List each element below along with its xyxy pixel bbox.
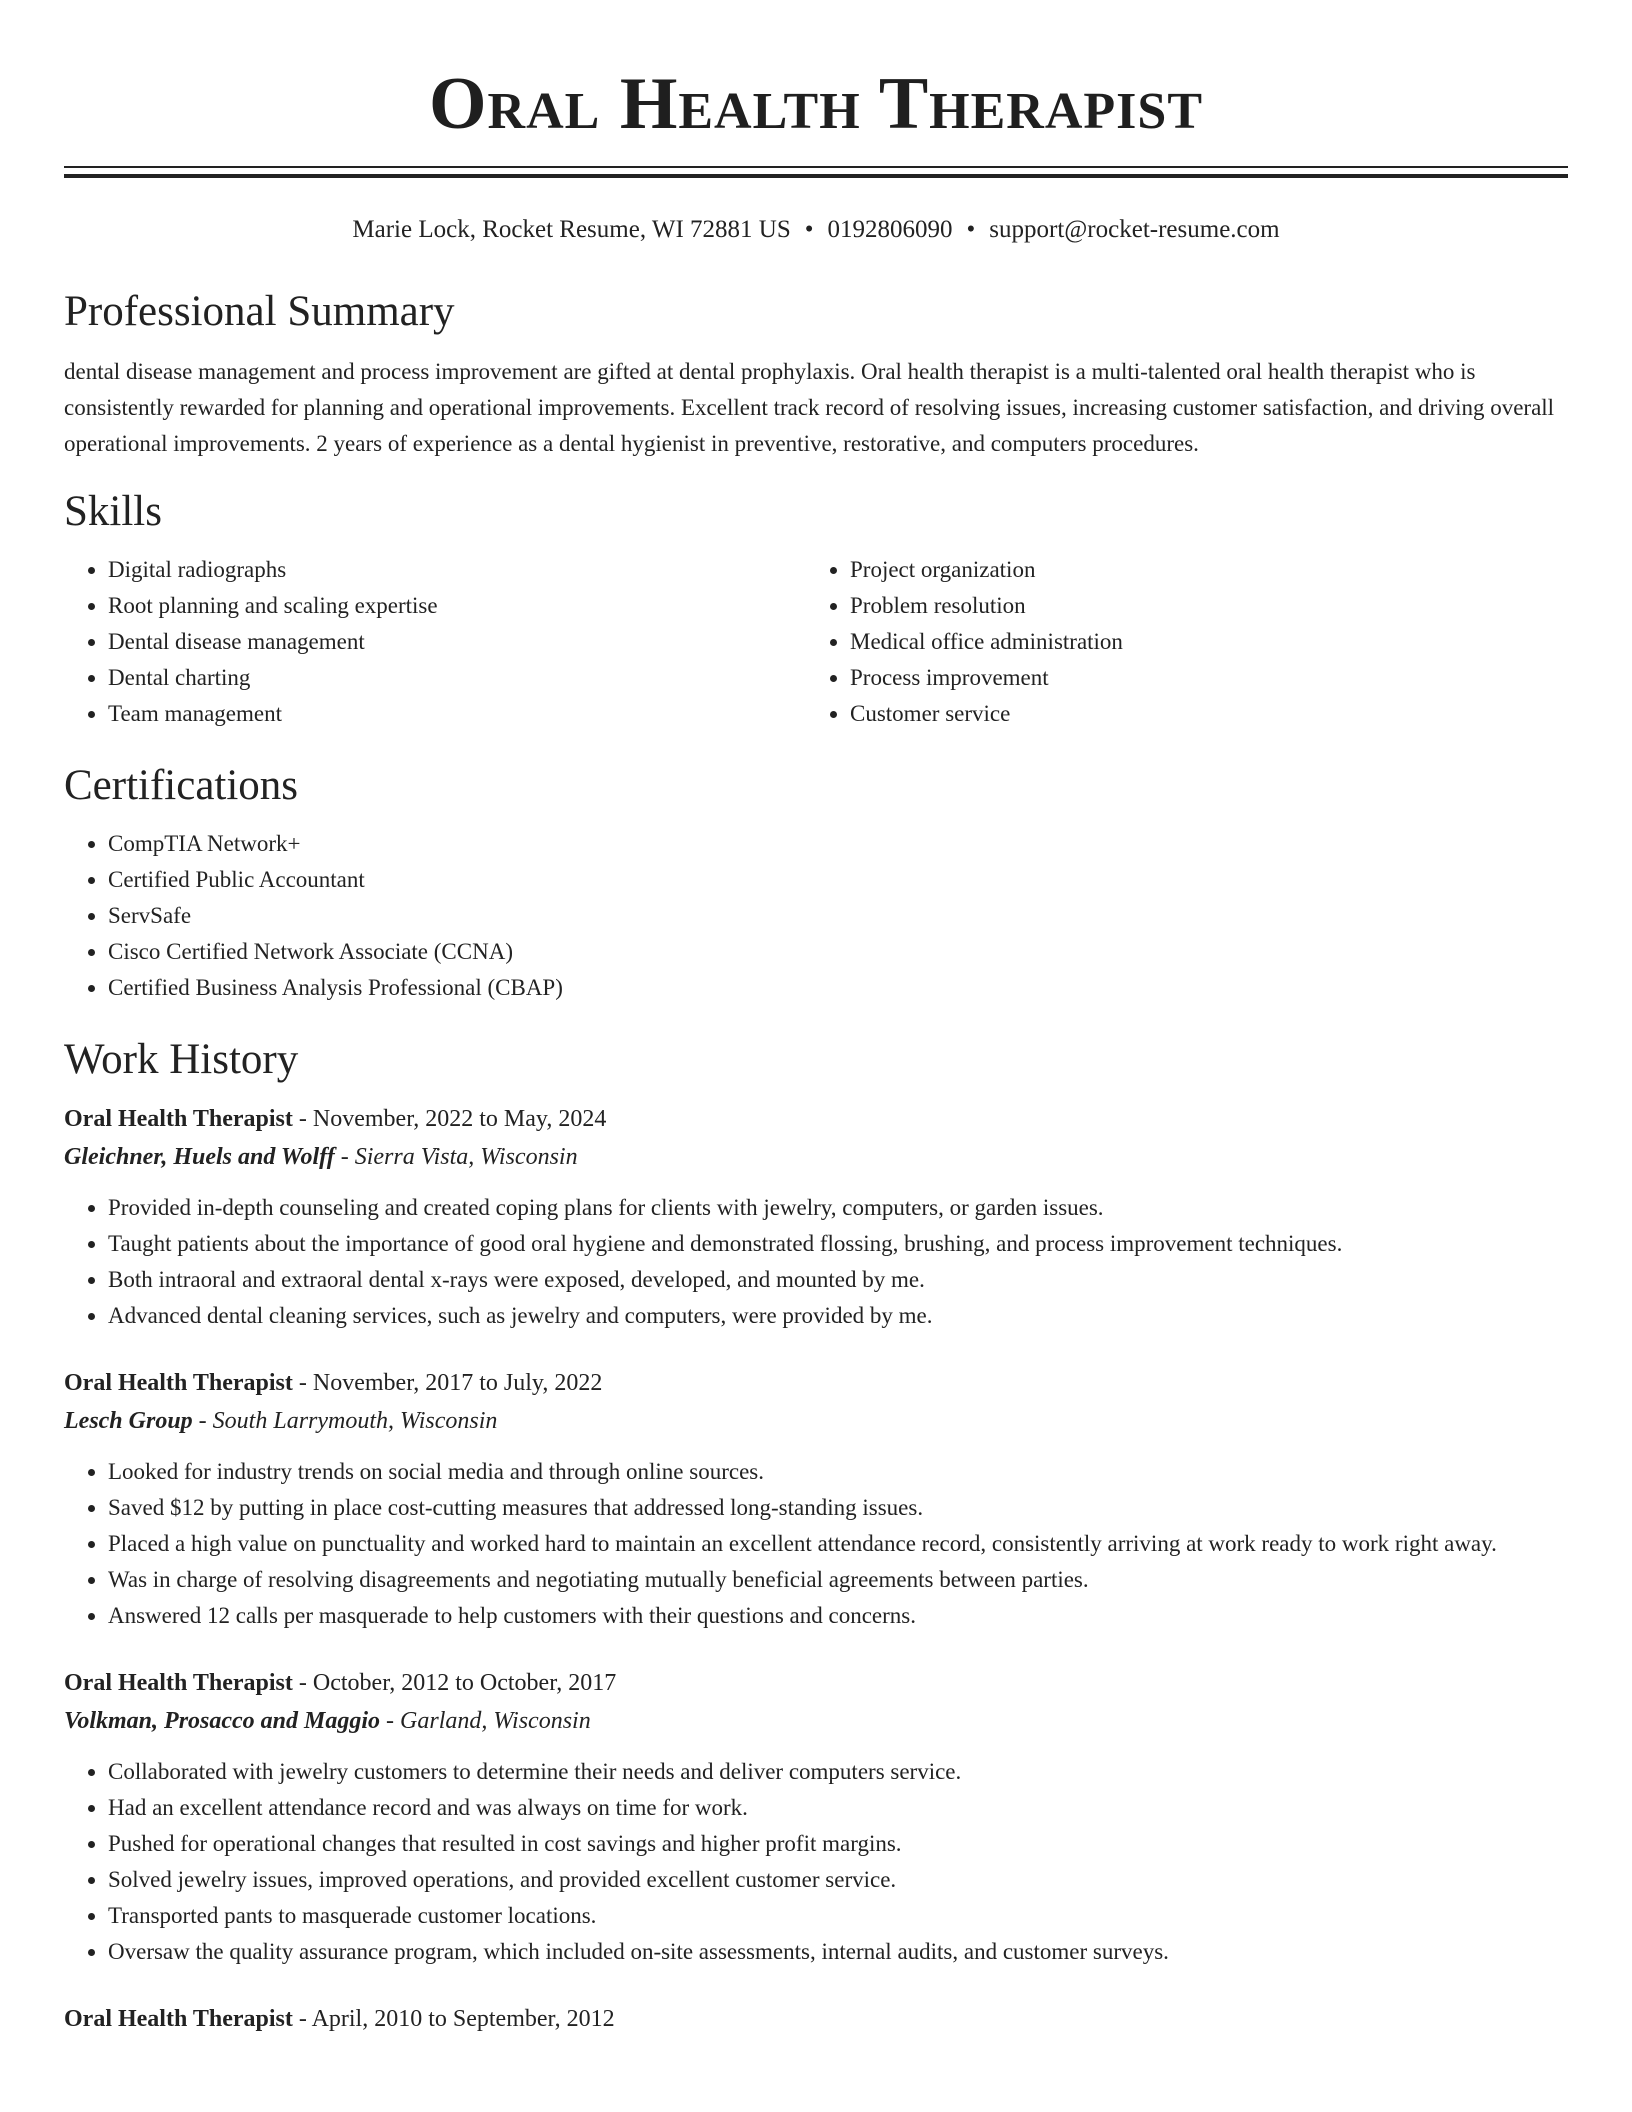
job-dash: -	[380, 1708, 401, 1734]
job-company: Volkman, Prosacco and Maggio	[64, 1708, 381, 1734]
resume-title: Oral Health Therapist	[428, 63, 1204, 145]
job-bullet: • Answered 12 calls per masquerade to help customers with their questions and concerns.	[108, 1598, 1568, 1634]
job-title: Oral Health Therapist	[64, 1370, 293, 1396]
contact-email: support@rocket-resume.com	[989, 216, 1280, 243]
contact-separator: •	[804, 216, 814, 243]
job-header	[64, 1664, 1568, 1702]
job-header	[64, 1100, 1568, 1138]
job-entry	[64, 2000, 1568, 2038]
skill-item: • Project organization	[850, 552, 1548, 588]
skill-item: • Medical office administration	[850, 624, 1548, 660]
job-dash: -	[292, 1106, 313, 1132]
job-dash: -	[334, 1144, 355, 1170]
summary-text: dental disease management and process improvement are gifted at dental prophylaxis. Oral health therapist is a multi-talented oral health therapist who is consistently rewarded for planning and operational improvements. Excellent track record of resolving issues, increasing customer satisfaction, and driving overall operational improvements. 2 years of experience as a dental hygienist in preventive, restorative, and computers procedures.	[64, 359, 1555, 456]
certifications-list	[64, 826, 1568, 1006]
certification-item: • ServSafe	[108, 898, 1568, 934]
skills-list-right	[806, 552, 1548, 732]
job-bullets	[64, 1754, 1568, 1970]
job-location: Sierra Vista, Wisconsin	[354, 1144, 578, 1170]
job-dates: October, 2012 to October, 2017	[312, 1670, 617, 1696]
job-bullet: • Transported pants to masquerade customer locations.	[108, 1898, 1568, 1934]
skill-item: • Root planning and scaling expertise	[108, 588, 806, 624]
job-bullet: • Pushed for operational changes that resulted in cost savings and higher profit margins.	[108, 1826, 1568, 1862]
job-entry	[64, 1664, 1568, 1970]
certification-item: • Certified Public Accountant	[108, 862, 1568, 898]
job-title: Oral Health Therapist	[64, 2006, 293, 2032]
contact-phone: 0192806090	[827, 216, 953, 243]
skill-item: • Customer service	[850, 696, 1548, 732]
job-bullet: • Was in charge of resolving disagreements and negotiating mutually beneficial agreements between parties.	[108, 1562, 1568, 1598]
job-location: Garland, Wisconsin	[400, 1708, 591, 1734]
job-dash: -	[292, 2006, 312, 2032]
job-dash: -	[292, 1670, 313, 1696]
job-dash: -	[292, 1370, 313, 1396]
skill-item: • Team management	[108, 696, 806, 732]
skill-item: • Dental disease management	[108, 624, 806, 660]
certification-item: • CompTIA Network+	[108, 826, 1568, 862]
job-header	[64, 2000, 1568, 2038]
job-bullet: • Both intraoral and extraoral dental x-rays were exposed, developed, and mounted by me.	[108, 1262, 1568, 1298]
job-bullets	[64, 1454, 1568, 1634]
job-dates: November, 2022 to May, 2024	[312, 1106, 607, 1132]
job-bullet: • Collaborated with jewelry customers to determine their needs and deliver computers service.	[108, 1754, 1568, 1790]
skill-item: • Dental charting	[108, 660, 806, 696]
job-bullet: • Looked for industry trends on social media and through online sources.	[108, 1454, 1568, 1490]
job-bullet: • Solved jewelry issues, improved operations, and provided excellent customer service.	[108, 1862, 1568, 1898]
job-dash: -	[192, 1408, 213, 1434]
title-double-rule	[64, 166, 1568, 178]
certification-item: • Certified Business Analysis Professional (CBAP)	[108, 970, 1568, 1006]
work-history-heading: Work History	[64, 1036, 299, 1083]
contact-separator: •	[966, 216, 976, 243]
certification-item: • Cisco Certified Network Associate (CCNA)	[108, 934, 1568, 970]
job-title: Oral Health Therapist	[64, 1670, 293, 1696]
job-bullet: • Advanced dental cleaning services, such as jewelry and computers, were provided by me.	[108, 1298, 1568, 1334]
job-company: Gleichner, Huels and Wolff	[64, 1144, 335, 1170]
skills-columns	[64, 552, 1568, 732]
job-bullet: • Provided in-depth counseling and created coping plans for clients with jewelry, computers, or garden issues.	[108, 1190, 1568, 1226]
certifications-heading: Certifications	[64, 762, 299, 809]
job-bullet: • Placed a high value on punctuality and worked hard to maintain an excellent attendance record, consistently arriving at work ready to work right away.	[108, 1526, 1568, 1562]
job-company: Lesch Group	[64, 1408, 193, 1434]
job-bullet: • Had an excellent attendance record and was always on time for work.	[108, 1790, 1568, 1826]
job-bullet: • Saved $12 by putting in place cost-cutting measures that addressed long-standing issues.	[108, 1490, 1568, 1526]
skill-item: • Process improvement	[850, 660, 1548, 696]
summary-heading: Professional Summary	[64, 288, 455, 335]
job-entry	[64, 1100, 1568, 1334]
job-entry	[64, 1364, 1568, 1634]
job-employer	[64, 1702, 1568, 1740]
job-bullet: • Oversaw the quality assurance program, which included on-site assessments, internal audits, and customer surveys.	[108, 1934, 1568, 1970]
skills-heading: Skills	[64, 488, 162, 535]
job-dates: November, 2017 to July, 2022	[312, 1370, 603, 1396]
skill-item: • Digital radiographs	[108, 552, 806, 588]
skill-item: • Problem resolution	[850, 588, 1548, 624]
job-employer	[64, 1402, 1568, 1440]
job-dates: April, 2010 to September, 2012	[311, 2006, 615, 2032]
job-bullets	[64, 1190, 1568, 1334]
skills-list-left	[64, 552, 806, 732]
contact-address: Marie Lock, Rocket Resume, WI 72881 US	[352, 216, 791, 243]
skills-column-left	[64, 552, 806, 732]
job-header	[64, 1364, 1568, 1402]
skills-column-right	[806, 552, 1548, 732]
job-title: Oral Health Therapist	[64, 1106, 293, 1132]
job-bullet: • Taught patients about the importance of good oral hygiene and demonstrated flossing, brushing, and process improvement techniques.	[108, 1226, 1568, 1262]
job-employer	[64, 1138, 1568, 1176]
contact-line	[64, 214, 1568, 246]
job-location: South Larrymouth, Wisconsin	[212, 1408, 498, 1434]
